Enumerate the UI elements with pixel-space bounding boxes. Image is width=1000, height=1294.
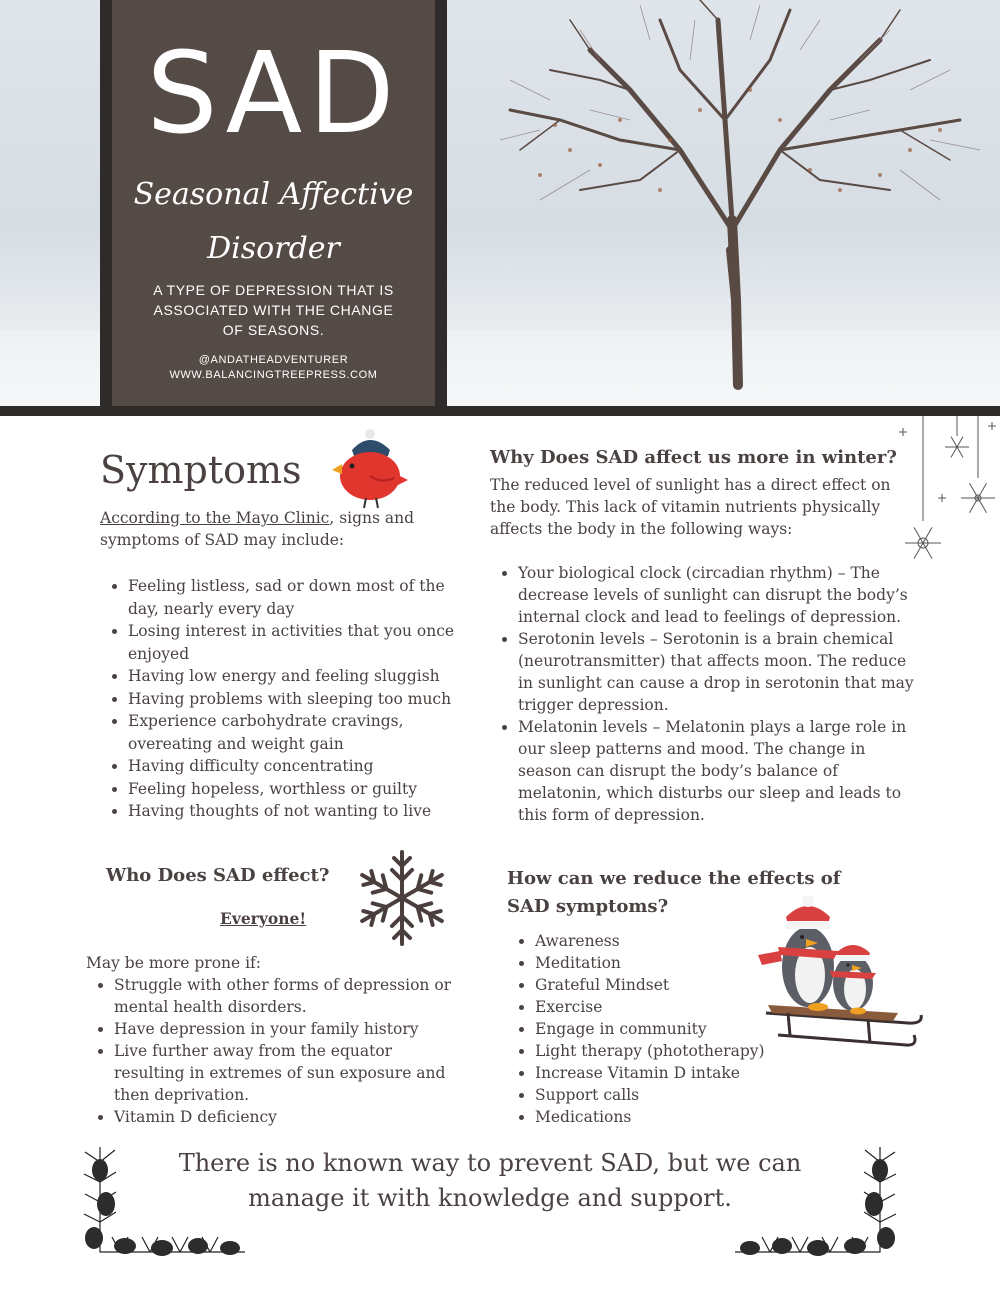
hero-handle: @ANDATHEADVENTURER [198, 354, 349, 366]
snowflake-icon [355, 848, 449, 948]
penguins-sled-icon [758, 895, 928, 1060]
who-answer: Everyone! [220, 909, 307, 928]
symptoms-intro [100, 507, 440, 551]
who-list [86, 974, 459, 1128]
hero-banner [0, 0, 1000, 410]
who-prone-intro: May be more prone if: [86, 954, 262, 972]
symptoms-list [100, 575, 458, 823]
why-intro: The reduced level of sunlight has a direct effect on the body. This lack of vitamin nutrients physically affects the body in the following ways: [490, 476, 891, 538]
who-item: • Vitamin D deficiency [114, 1106, 459, 1128]
why-heading: Why Does SAD affect us more in winter? [490, 447, 897, 468]
cardinal-bird-icon [330, 428, 410, 510]
reduce-item: • Grateful Mindset [535, 974, 835, 996]
why-item: • Serotonin levels – Serotonin is a brain chemical (neurotransmitter) that affects moon. The reduce in sunlight can cause a drop in serotonin that may trigger depression. [518, 628, 923, 716]
hero-divider-left [100, 0, 112, 410]
who-item: • Have depression in your family history [114, 1018, 459, 1040]
reduce-item: • Awareness [535, 930, 835, 952]
snow-ground-left [0, 330, 100, 410]
why-item: • Melatonin levels – Melatonin plays a large role in our sleep patterns and mood. The change in season can disrupt the body’s balance of melatonin, which disturbs our sleep and leads to this form of depression. [518, 716, 923, 826]
reduce-item: • Light therapy (phototherapy) [535, 1040, 835, 1062]
reduce-item: • Meditation [535, 952, 835, 974]
symptoms-item: • Having thoughts of not wanting to live [128, 800, 458, 823]
reduce-heading-line2: SAD symptoms? [507, 896, 669, 917]
reduce-item: • Engage in community [535, 1018, 835, 1040]
hero-bottom-bar [0, 406, 1000, 416]
hero-description: A TYPE OF DEPRESSION THAT IS ASSOCIATED WITH THE CHANGE OF SEASONS. [153, 282, 394, 338]
symptoms-item: • Experience carbohydrate cravings, overeating and weight gain [128, 710, 458, 755]
symptoms-item: • Having low energy and feeling sluggish [128, 665, 458, 688]
mayo-clinic-link[interactable]: According to the Mayo Clinic [100, 509, 330, 527]
hero-divider-right [435, 0, 447, 410]
reduce-item: • Increase Vitamin D intake [535, 1062, 835, 1084]
symptoms-item: • Feeling listless, sad or down most of the day, nearly every day [128, 575, 458, 620]
symptoms-item: • Losing interest in activities that you once enjoyed [128, 620, 458, 665]
hero-title: SAD [146, 29, 401, 159]
symptoms-item: • Having problems with sleeping too much [128, 688, 458, 711]
hero-credits [112, 353, 435, 383]
reduce-item: • Support calls [535, 1084, 835, 1106]
symptoms-item: • Having difficulty concentrating [128, 755, 458, 778]
hero-subtitle-line1: Seasonal Affective [133, 177, 414, 212]
hero-subtitle-line2: Disorder [207, 231, 340, 266]
reduce-item: • Medications [535, 1106, 835, 1128]
reduce-heading-line1: How can we reduce the effects of [507, 868, 841, 889]
who-item: • Struggle with other forms of depression or mental health disorders. [114, 974, 459, 1018]
why-item: • Your biological clock (circadian rhythm) – The decrease levels of sunlight can disrupt the body’s internal clock and lead to feelings of depression. [518, 562, 923, 628]
symptoms-intro-text: , signs and symptoms of SAD may include: [100, 509, 415, 549]
winter-tree-photo [480, 0, 1000, 390]
hanging-snowflakes-icon [895, 416, 1000, 576]
who-heading: Who Does SAD effect? [106, 865, 330, 886]
hero-subtitle [112, 168, 435, 276]
symptoms-item: • Feeling hopeless, worthless or guilty [128, 778, 458, 801]
who-item: • Live further away from the equator resulting in extremes of sun exposure and then deprivation. [114, 1040, 459, 1106]
reduce-item: • Exercise [535, 996, 835, 1018]
hero-website: WWW.BALANCINGTREEPRESS.COM [169, 369, 378, 381]
symptoms-heading: Symptoms [100, 448, 302, 492]
closing-message: There is no known way to prevent SAD, but we can manage it with knowledge and support. [178, 1149, 802, 1212]
why-list [490, 562, 923, 826]
title-panel [112, 0, 435, 410]
